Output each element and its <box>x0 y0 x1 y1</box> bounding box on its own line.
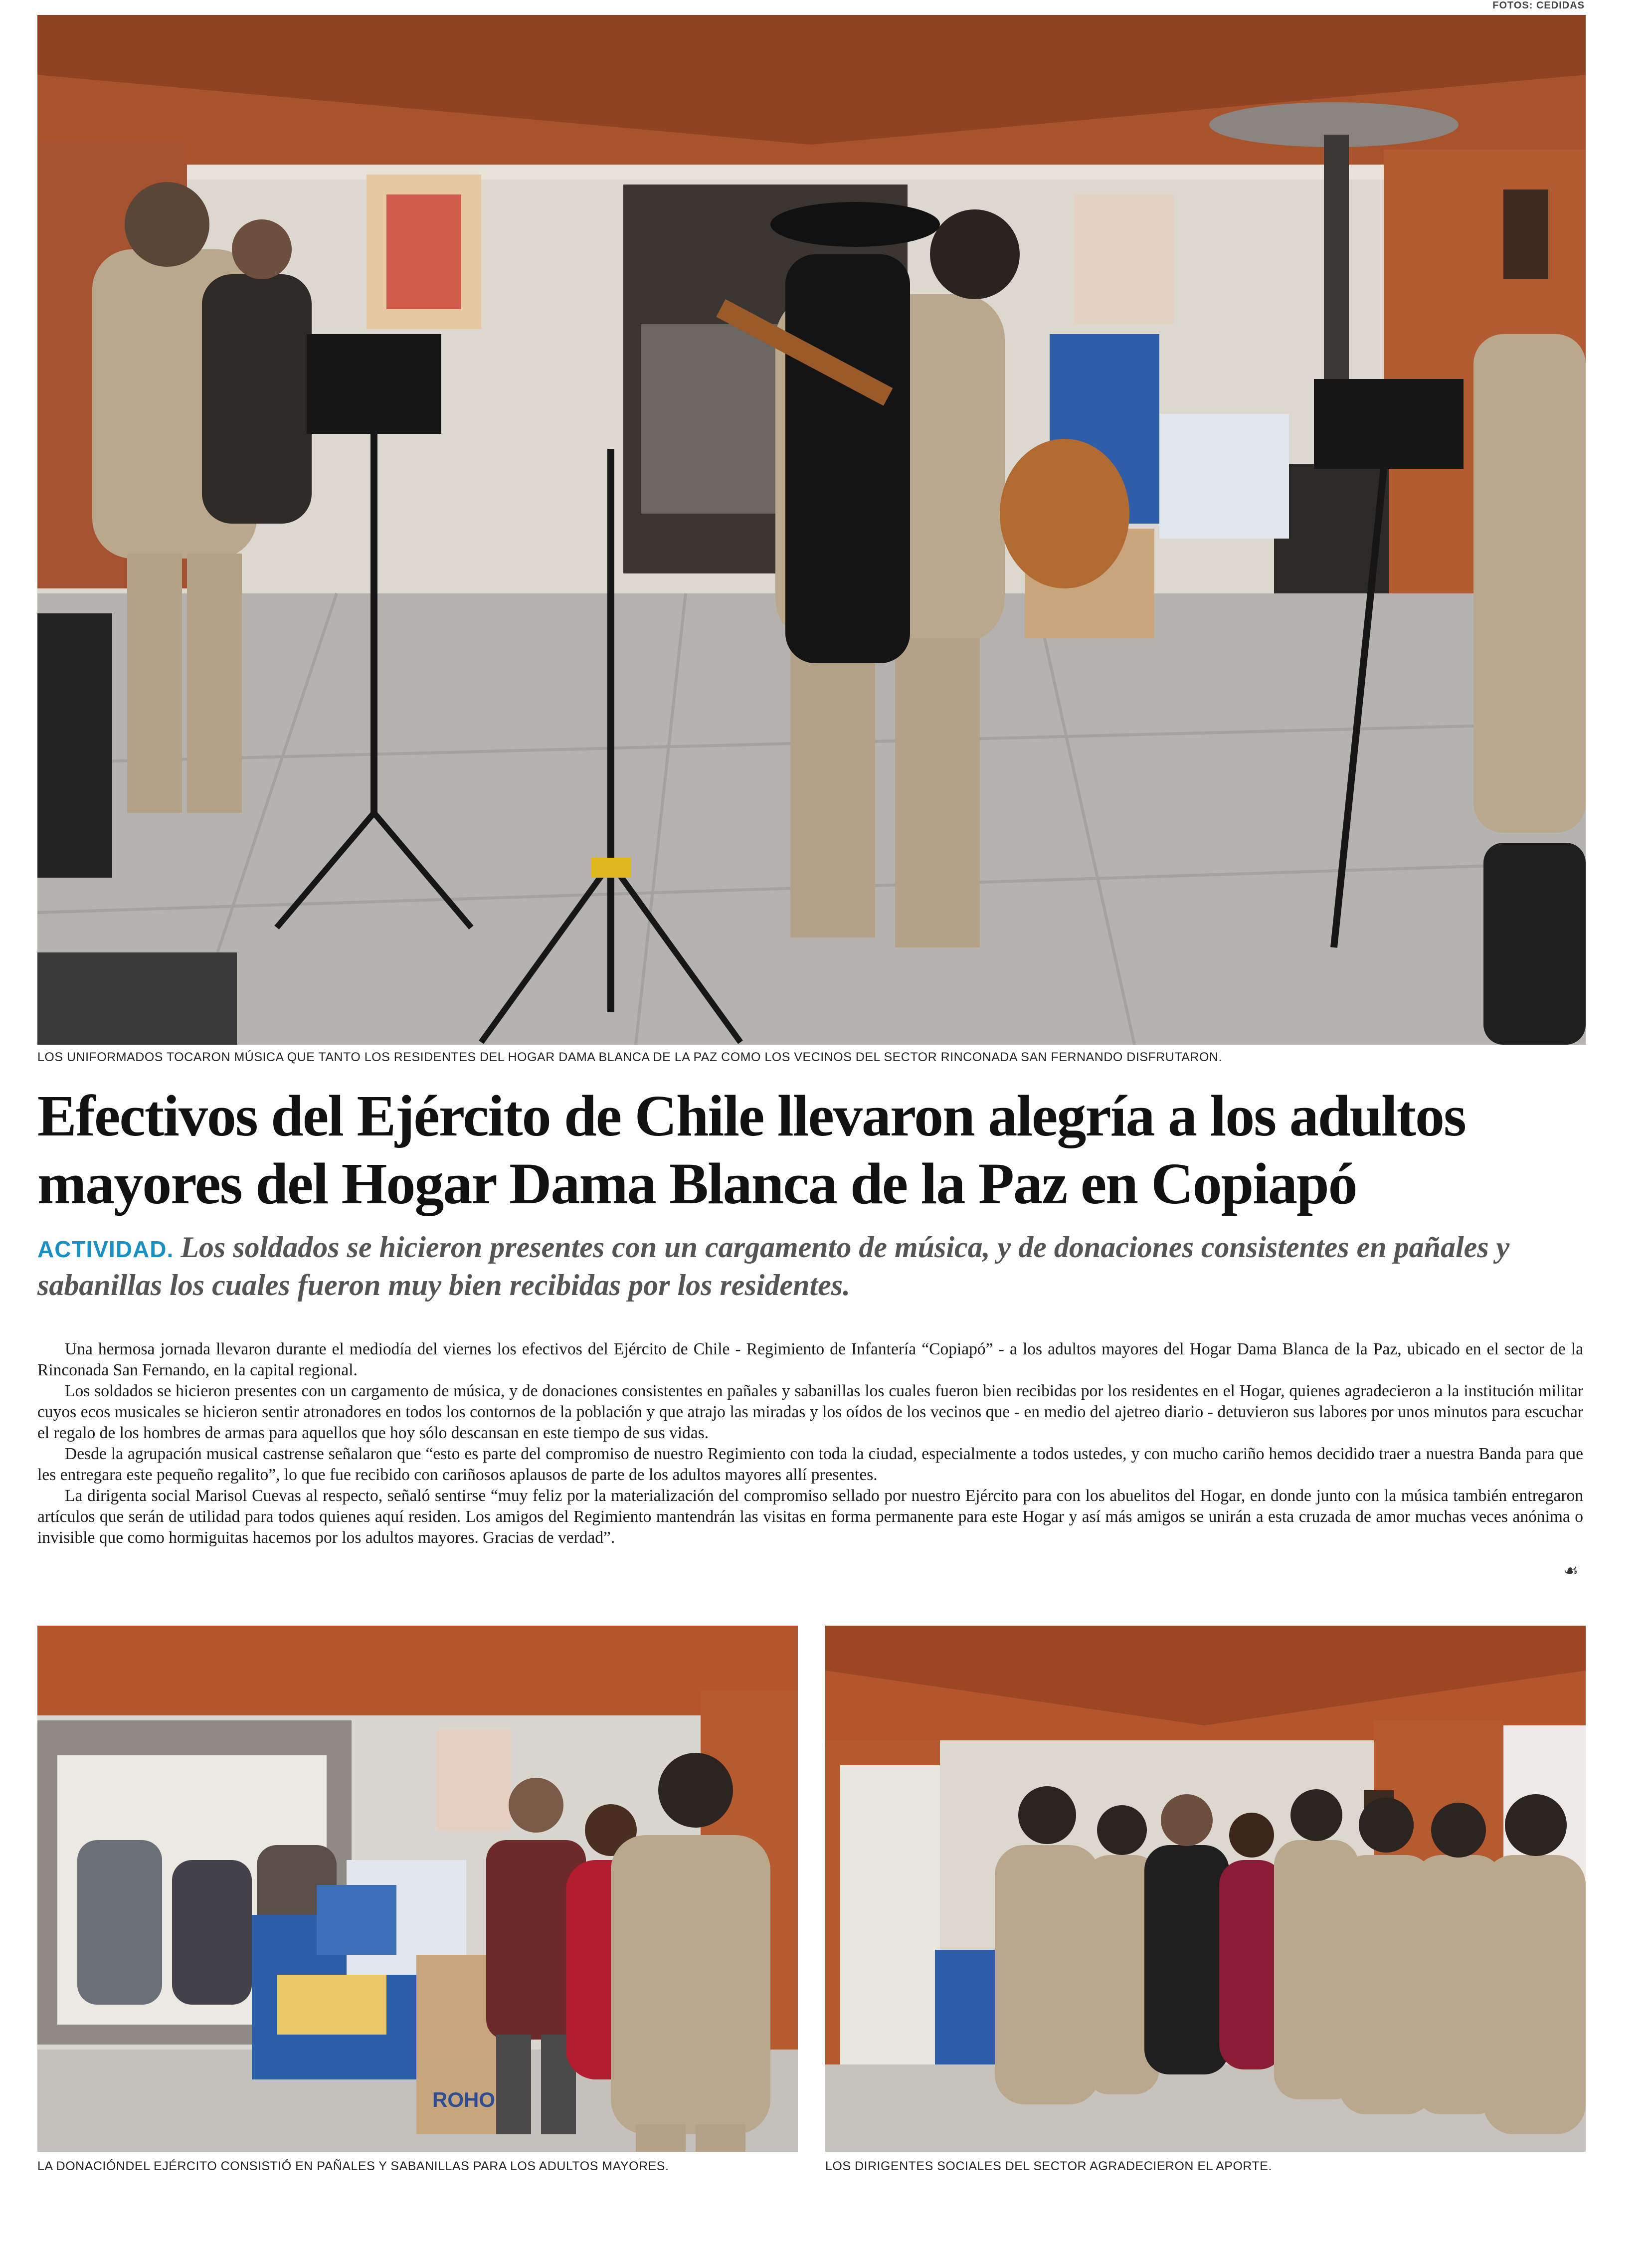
donation-photo-caption: LA DONACIÓNDEL EJÉRCITO CONSISTIÓ EN PAÑALES Y SABANILLAS PARA LOS ADULTOS MAYORES. <box>37 2159 669 2173</box>
main-photo <box>37 15 1586 1045</box>
group-photo <box>825 1626 1586 2152</box>
lead-text: Los soldados se hicieron presentes con un cargamento de música, y de donaciones consistentes en pañales y sabanillas los cuales fueron muy bien recibidas por los residentes. <box>37 1231 1510 1302</box>
lead-paragraph <box>37 1229 1558 1303</box>
article-body <box>37 1339 1583 1548</box>
roho-box-label: ROHO <box>432 2088 495 2111</box>
donation-photo-image <box>37 1626 798 2152</box>
body-paragraph-1: Una hermosa jornada llevaron durante el mediodía del viernes los efectivos del Ejército de Chile - Regimiento de Infantería “Copiapó” - a los adultos mayores del Hogar Dama Blanca de la Paz, ubicado en el sector de la Rinconada San Fernando, en la capital regional. <box>37 1340 1583 1379</box>
body-paragraph-3: Desde la agrupación musical castrense señalaron que “esto es parte del compromiso de nuestro Regimiento con toda la ciudad, especialmente a todos ustedes, y con mucho cariño hemos decidido traer a nuestra Banda para que les entregara este pequeño regalito”, lo que fue recibido con cariñosos aplausos de parte de los adultos mayores allí presentes. <box>37 1445 1583 1484</box>
donation-photo <box>37 1626 798 2152</box>
lead-kicker: ACTIVIDAD. <box>37 1236 174 1262</box>
group-photo-image <box>825 1626 1586 2152</box>
body-paragraph-2: Los soldados se hicieron presentes con un cargamento de música, y de donaciones consistentes en pañales y sabanillas los cuales fueron bien recibidas por los residentes en el Hogar, quienes agradecieron a la institución militar cuyos ecos musicales se hicieron sentir atronadores en todos los contornos de la población y que atrajo las miradas y los oídos de los vecinos que - en medio del ajetreo diario - detuvieron sus labores por unos minutos para escuchar el regalo de los hombres de armas para aquellos que hoy sólo descansan en este tiempo de sus vidas. <box>37 1382 1583 1442</box>
photo-credit: FOTOS: CEDIDAS <box>1492 0 1585 11</box>
headline: Efectivos del Ejército de Chile llevaron alegría a los adultos mayores del Hogar Dama Blanca de la Paz en Copiapó <box>37 1083 1466 1216</box>
main-photo-image <box>37 15 1586 1045</box>
end-of-article-mark: ☙ <box>1563 1562 1579 1580</box>
group-photo-caption: LOS DIRIGENTES SOCIALES DEL SECTOR AGRADECIERON EL APORTE. <box>825 2159 1272 2173</box>
body-paragraph-4: La dirigenta social Marisol Cuevas al respecto, señaló sentirse “muy feliz por la materialización del compromiso sellado por nuestro Ejército para con los abuelitos del Hogar, en donde junto con la música también entregaron artículos que serán de utilidad para todos quienes aquí residen. Los amigos del Regimiento mantendrán las visitas en forma permanente para este Hogar y así más amigos se unirán a esta cruzada de amor muchas veces anónima o invisible que como hormiguitas hacemos por los adultos mayores. Gracias de verdad”. <box>37 1487 1583 1547</box>
main-photo-caption: LOS UNIFORMADOS TOCARON MÚSICA QUE TANTO LOS RESIDENTES DEL HOGAR DAMA BLANCA DE LA PAZ COMO LOS VECINOS DEL SECTOR RINCONADA SAN FERNANDO DISFRUTARON. <box>37 1050 1222 1064</box>
